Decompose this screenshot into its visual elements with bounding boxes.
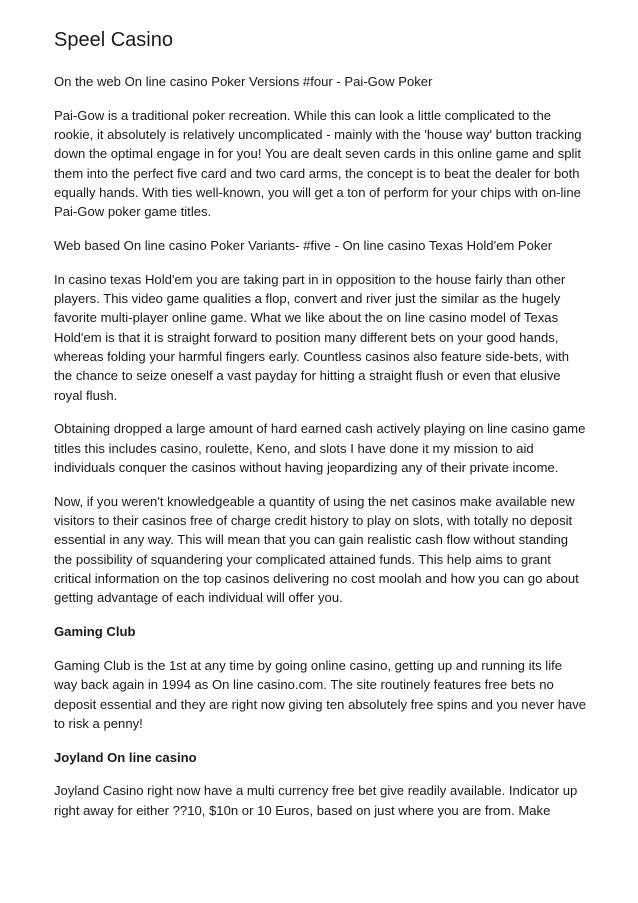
heading-joyland-casino: Joyland On line casino	[54, 749, 197, 765]
paragraph-pai-gow: Pai-Gow is a traditional poker recreation. While this can look a little complicated to the rookie, it absolutely is relatively uncomplicated - mainly with the 'house way' button tracking down the optimal engage in for you! You are dealt seven cards in this online game and split them into the perfect five card and two card arms, the concept is to beat the dealer for both equally hands. With ties well-known, you will get a ton of perform for your chips with on-line Pai-Gow poker game titles.	[54, 107, 582, 220]
paragraph-intro-variant-4: On the web On line casino Poker Versions #four - Pai-Gow Poker	[54, 74, 433, 89]
heading-gaming-club: Gaming Club	[54, 624, 136, 640]
paragraph-lost-cash: Obtaining dropped a large amount of hard earned cash actively playing on line casino game titles this includes casino, roulette, Keno, and slots I have done it my mission to aid individuals conquer the casinos without having jeopardizing any of their private income.	[54, 421, 586, 476]
paragraph-free-credit: Now, if you weren't knowledgeable a quantity of using the net casinos make available new visitors to their casinos free of charge credit history to play on slots, with totally no deposit essential in any way. This will mean that you can gain realistic cash flow without standing the possibility of squandering your complicated attained funds. This help aims to grant critical information on the top casinos delivering no cost moolah and how you can go about getting advantage of each individual will offer you.	[54, 493, 579, 606]
document-page	[54, 27, 588, 835]
paragraph-intro-variant-5: Web based On line casino Poker Variants- #five - On line casino Texas Hold'em Poker	[54, 238, 553, 254]
paragraph-texas-holdem: In casino texas Hold'em you are taking part in in opposition to the house fairly than other players. This video game qualities a flop, convert and river just the similar as the hugely favorite multi-player online game. What we like about the on line casino model of Texas Hold'em is that it is straight forward to position many different bets on your good hands, whereas folding your harmful fingers early. Countless casinos also feature side-bets, with the chance to seize oneself a vast payday for hitting a straight flush or even that elusive royal flush.	[54, 271, 570, 403]
paragraph-gaming-club: Gaming Club is the 1st at any time by going online casino, getting up and running its life way back again in 1994 as On line casino.com. The site routinely features free bets no deposit essential and they are right now giving ten absolutely free spins and you never have to risk a penny!	[54, 657, 587, 731]
paragraph-joyland-casino: Joyland Casino right now have a multi currency free bet give readily available. Indicator up right away for either ??10, $10n or 10 Euros, based on just where you are from. Make	[54, 783, 578, 818]
document-title: Speel Casino	[54, 29, 173, 51]
